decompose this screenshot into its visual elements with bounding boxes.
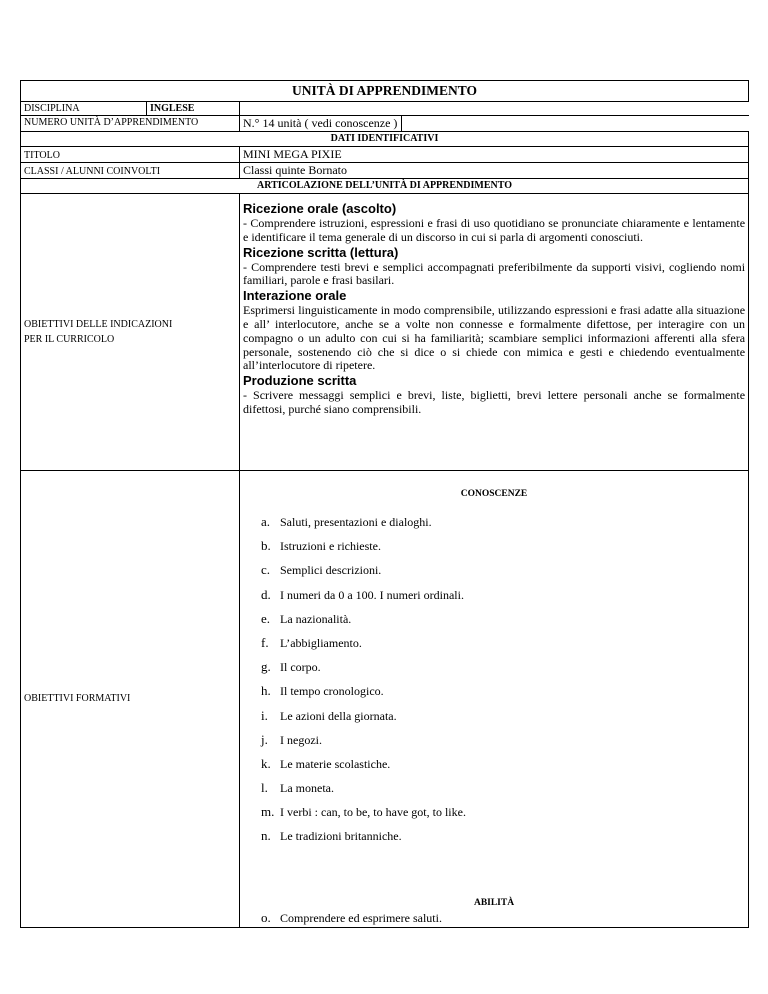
- section-text-interazione: Esprimersi linguisticamente in modo comprensibile, utilizzando espressioni e frasi adatte alla situazione e all’ interlocutore, anche se a volte non connesse e formalmente difettose, per interagire con un compagno o un adulto con cui si ha familiarità; scambiare semplici informazioni afferenti alla sfera personale, sostenendo ciò che si dice o si chiede con mimica e gesti e chiedendo eventualmente all’interlocutore di ripetere.: [243, 303, 746, 373]
- obiettivi-indicazioni-content: [240, 194, 749, 471]
- articolazione-row: [21, 179, 749, 194]
- list-item: i. Le azioni della giornata.: [261, 707, 397, 723]
- list-item: n. Le tradizioni britanniche.: [261, 828, 402, 844]
- list-item: m. I verbi : can, to be, to have got, to like.: [261, 804, 466, 820]
- title-row: [21, 81, 749, 102]
- obiettivi-indicazioni-label-2: PER IL CURRICOLO: [24, 334, 115, 345]
- dati-title: DATI IDENTIFICATIVI: [21, 132, 749, 147]
- section-text-produzione: - Scrivere messaggi semplici e brevi, liste, biglietti, brevi lettere personali anche se formalmente difettosi, purché siano comprensibili.: [243, 388, 746, 416]
- dati-row: [21, 132, 749, 147]
- unit-table: [20, 80, 749, 928]
- section-text-lettura: - Comprendere testi brevi e semplici accompagnati preferibilmente da supporti visivi, cogliendo nomi familiari, parole e frasi basilari.: [243, 259, 746, 288]
- titolo-label: TITOLO: [21, 147, 240, 163]
- articolazione-title: ARTICOLAZIONE DELL’UNITÀ DI APPRENDIMENTO: [21, 179, 749, 194]
- abilita-title: ABILITÀ: [473, 897, 515, 908]
- disciplina-label: DISCIPLINA: [21, 102, 147, 116]
- list-item: g. Il corpo.: [261, 659, 321, 675]
- numero-row: [21, 116, 749, 132]
- conoscenze-title: CONOSCENZE: [460, 489, 528, 499]
- disciplina-row: [21, 102, 749, 116]
- obiettivi-formativi-label: OBIETTIVI FORMATIVI: [21, 471, 240, 928]
- disciplina-empty: [240, 102, 749, 116]
- numero-label: NUMERO UNITÀ D’APPRENDIMENTO: [21, 116, 240, 132]
- list-item: f. L’abbigliamento.: [261, 634, 362, 650]
- list-item: k. Le materie scolastiche.: [261, 755, 391, 771]
- numero-value-text: N.° 14 unità ( vedi conoscenze ): [243, 116, 402, 131]
- numero-value: [240, 116, 749, 132]
- unit-title: UNITÀ DI APPRENDIMENTO: [21, 81, 749, 102]
- section-heading-interazione: Interazione orale: [243, 288, 347, 304]
- section-text-ascolto: - Comprendere istruzioni, espressioni e frasi di uso quotidiano se pronunciate chiaramente e lentamente e identificare il tema generale di un discorso in cui si parla di argomenti conosciuti.: [243, 216, 746, 244]
- abilita-list: [243, 911, 745, 925]
- list-item: l. La moneta.: [261, 780, 334, 796]
- list-item: j. I negozi.: [261, 731, 322, 747]
- list-item: d. I numeri da 0 a 100. I numeri ordinali.: [261, 586, 464, 602]
- section-heading-lettura: Ricezione scritta (lettura): [243, 244, 399, 260]
- classi-value: Classi quinte Bornato: [240, 163, 749, 179]
- list-item: h. Il tempo cronologico.: [261, 683, 384, 699]
- obiettivi-formativi-row: [21, 471, 749, 928]
- list-item: e. La nazionalità.: [261, 610, 352, 626]
- classi-label: CLASSI / ALUNNI COINVOLTI: [21, 163, 240, 179]
- list-item: a. Saluti, presentazioni e dialoghi.: [261, 514, 432, 529]
- obiettivi-indicazioni-label-1: OBIETTIVI DELLE INDICAZIONI: [24, 319, 173, 330]
- document-page: [20, 80, 748, 928]
- list-item: c. Semplici descrizioni.: [261, 562, 382, 578]
- section-heading-produzione: Produzione scritta: [243, 373, 357, 389]
- classi-row: [21, 163, 749, 179]
- list-item: b. Istruzioni e richieste.: [261, 538, 381, 554]
- obiettivi-formativi-content: [240, 471, 749, 928]
- conoscenze-list: [243, 515, 745, 843]
- obiettivi-indicazioni-row: [21, 194, 749, 471]
- obiettivi-indicazioni-label: [21, 194, 240, 471]
- list-item: o. Comprendere ed esprimere saluti.: [261, 909, 442, 925]
- titolo-value: MINI MEGA PIXIE: [240, 147, 749, 163]
- titolo-row: [21, 147, 749, 163]
- section-heading-ascolto: Ricezione orale (ascolto): [243, 201, 397, 216]
- disciplina-value: INGLESE: [147, 102, 240, 116]
